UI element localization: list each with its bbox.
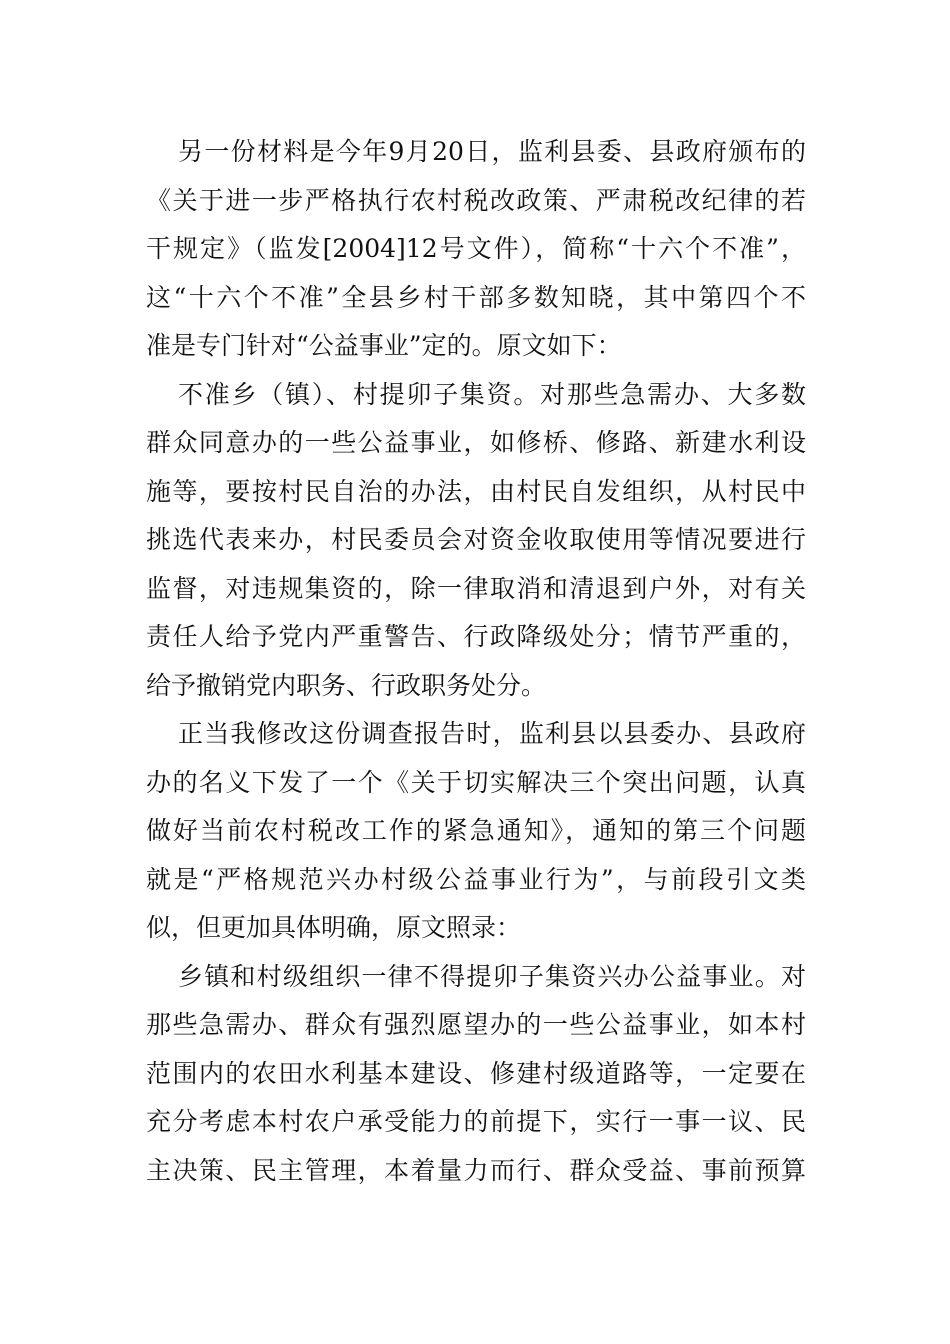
text-line: 监督，对违规集资的，除一律取消和清退到户外，对有关 bbox=[146, 573, 806, 603]
text-line: 施等，要按村民自治的办法，由村民自发组织，从村民中 bbox=[146, 476, 806, 506]
text-line: 乡镇和村级组织一律不得提卯子集资兴办公益事业。对 bbox=[178, 961, 806, 991]
text-line: 办的名义下发了一个《关于切实解决三个突出问题，认真 bbox=[146, 767, 806, 797]
text-line: 那些急需办、群众有强烈愿望办的一些公益事业，如本村 bbox=[146, 1010, 806, 1039]
text-line: 似，但更加具体明确，原文照录： bbox=[146, 913, 522, 942]
text-line: 不准乡（镇）、村提卯子集资。对那些急需办、大多数 bbox=[178, 379, 806, 409]
text-line: 给予撤销党内职务、行政职务处分。 bbox=[146, 670, 547, 700]
text-line: 准是专门针对“公益事业”定的。原文如下： bbox=[146, 331, 622, 360]
paragraph-quote-rule-four bbox=[146, 371, 806, 711]
text-line: 干规定》（监发[2004]12号文件），简称“十六个不准”， bbox=[146, 234, 806, 263]
text-line: 就是“严格规范兴办村级公益事业行为”，与前段引文类 bbox=[146, 864, 806, 894]
text-line: 范围内的农田水利基本建设、修建村级道路等，一定要在 bbox=[146, 1058, 806, 1088]
paragraph-quote-notice bbox=[146, 953, 806, 1196]
document-body bbox=[146, 128, 806, 1195]
text-line: 充分考虑本村农户承受能力的前提下，实行一事一议、民 bbox=[146, 1107, 806, 1136]
text-line: 做好当前农村税改工作的紧急通知》，通知的第三个问题 bbox=[146, 816, 806, 845]
text-line: 主决策、民主管理，本着量力而行、群众受益、事前预算 bbox=[146, 1155, 806, 1185]
text-line: 《关于进一步严格执行农村税改政策、严肃税改纪律的若 bbox=[146, 185, 806, 215]
text-line: 正当我修改这份调查报告时，监利县以县委办、县政府 bbox=[178, 719, 806, 748]
text-line: 另一份材料是今年9月20日，监利县委、县政府颁布的 bbox=[178, 137, 806, 166]
text-line: 这“十六个不准”全县乡村干部多数知晓，其中第四个不 bbox=[146, 282, 806, 312]
text-line: 挑选代表来办，村民委员会对资金收取使用等情况要进行 bbox=[146, 525, 806, 554]
text-line: 责任人给予党内严重警告、行政降级处分；情节严重的， bbox=[146, 622, 806, 651]
paragraph-urgent-notice bbox=[146, 710, 806, 953]
text-line: 群众同意办的一些公益事业，如修桥、修路、新建水利设 bbox=[146, 428, 806, 457]
paragraph-material-intro bbox=[146, 128, 806, 371]
